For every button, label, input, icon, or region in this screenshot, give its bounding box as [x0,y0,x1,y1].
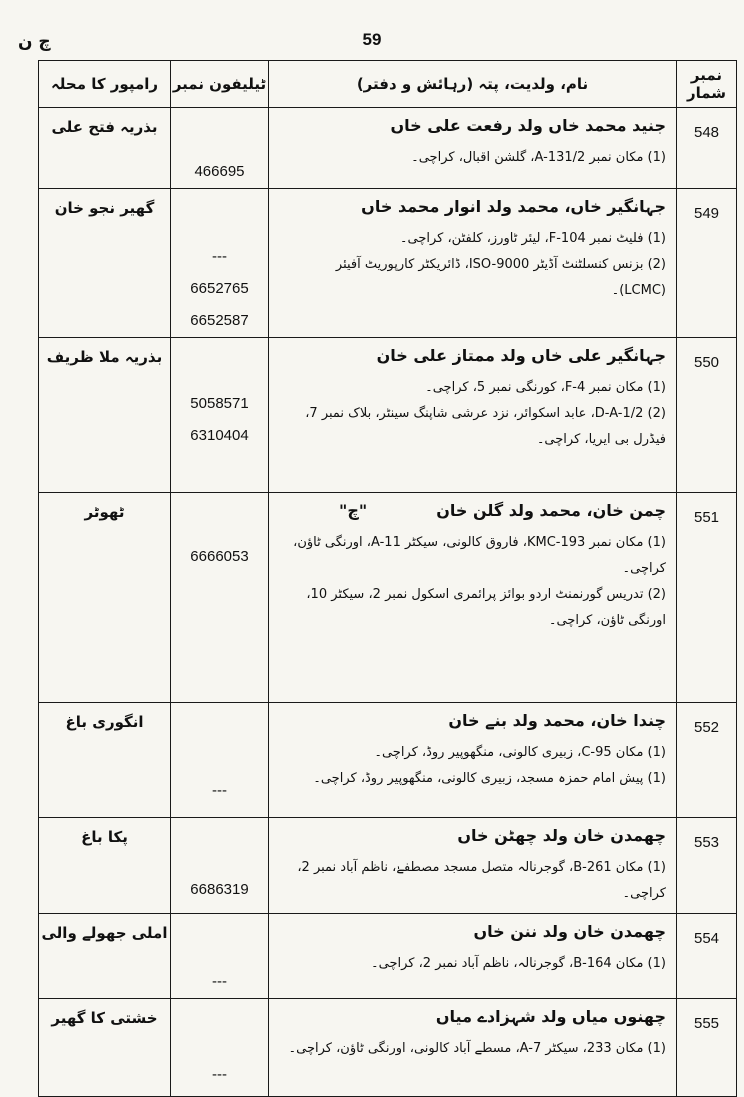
entry-name: جنید محمد خاں ولد رفعت علی خاں [390,116,666,135]
address-line: فیڈرل بی ایریا، کراچی۔ [536,432,666,447]
table-row [39,189,737,338]
serial-cell: 552 [677,703,737,818]
entry-cell [269,818,677,914]
mohalla-cell: گھیر نجو خان [39,189,171,338]
serial-cell: 553 [677,818,737,914]
address-line: (1) مکان 233، سیکٹر A-7، مسطے آباد کالونی، اورنگی ٹاؤن، کراچی۔ [288,1041,666,1056]
entry-cell [269,338,677,493]
table-row [39,703,737,818]
phone-number: 6686319 [190,881,249,898]
phone-number: --- [212,1066,227,1083]
section-label: چ ن [18,32,51,52]
mohalla-cell: انگوری باغ [39,703,171,818]
mohalla-cell: پکا باغ [39,818,171,914]
phone-cell [171,999,269,1097]
phone-number: --- [212,973,227,990]
entry-cell [269,999,677,1097]
phone-cell [171,914,269,999]
entry-name: چھمدن خان ولد چھٹن خاں [457,826,666,845]
serial-cell: 551 [677,493,737,703]
address-line: (2) بزنس کنسلٹنٹ آڈیٹر ISO-9000، ڈائریکٹر کارپوریٹ آفیئر [335,257,666,272]
phone-cell [171,818,269,914]
address-line: (1) پیش امام حمزہ مسجد، زبیری کالونی، منگھوپیر روڈ، کراچی۔ [313,771,666,786]
address-line: (1) مکان B-261، گوجرنالہ متصل مسجد مصطفےٰ، ناظم آباد نمبر 2، کراچی۔ [297,860,666,901]
serial-cell: 548 [677,108,737,189]
address-line: (2) D-A-1/2، عابد اسکوائر، نزد عرشی شاپنگ سینٹر، بلاک نمبر 7، [305,406,666,421]
entry-cell [269,493,677,703]
address-line: کراچی۔ [622,561,666,576]
table-row [39,338,737,493]
table-row [39,999,737,1097]
phone-number: 6666053 [190,548,249,565]
phone-cell [171,493,269,703]
mohalla-cell: بذریہ ملا ظریف [39,338,171,493]
entry-name: جہانگیر علی خاں ولد ممتاز علی خان [376,346,666,365]
serial-cell: 550 [677,338,737,493]
table-row [39,914,737,999]
address-line: (1) مکان نمبر KMC-193، فاروق کالونی، سیکٹر A-11، اورنگی ٹاؤن، [293,535,666,550]
phone-number: --- [212,248,227,265]
entry-mark: "چ" [339,501,368,520]
serial-cell: 554 [677,914,737,999]
address-line: (LCMC)۔ [611,283,666,298]
phone-number: 466695 [194,163,245,180]
header-mohalla: رامپور کا محلہ [39,61,171,108]
phone-cell [171,108,269,189]
table-row [39,493,737,703]
mohalla-cell: بذریہ فتح علی [39,108,171,189]
table-row [39,818,737,914]
entry-name: چھنوں میاں ولد شہزادے میاں [435,1007,666,1026]
entry-name: جہانگیر خاں، محمد ولد انوار محمد خاں [361,197,666,216]
page-number: 59 [362,30,382,49]
entry-cell [269,189,677,338]
phone-number: 6652765 [190,280,249,297]
header-row [39,61,737,108]
header-serial: نمبر شمار [677,61,737,108]
mohalla-cell: املی جھولے والی [39,914,171,999]
address-line: (2) تدریس گورنمنٹ اردو بوائز پرائمری اسکول نمبر 2، سیکٹر 10، [306,587,666,602]
header-phone: ٹیلیفون نمبر [171,61,269,108]
header-name: نام، ولدیت، پتہ (رہائش و دفتر) [269,61,677,108]
address-line: (1) مکان نمبر F-4، کورنگی نمبر 5، کراچی۔ [425,380,666,395]
directory-table [38,60,737,1097]
entry-cell [269,914,677,999]
entry-cell [269,108,677,189]
address-line: (1) مکان نمبر A-131/2، گلشن اقبال، کراچی۔ [411,150,666,165]
entry-name: چھمدن خان ولد ننن خاں [473,922,666,941]
entry-name: چندا خان، محمد ولد بنے خان [448,711,666,730]
serial-cell: 555 [677,999,737,1097]
address-line: (1) مکان C-95، زبیری کالونی، منگھوپیر روڈ، کراچی۔ [374,745,666,760]
address-line: (1) فلیٹ نمبر F-104، لیئر ٹاورز، کلفٹن، کراچی۔ [399,231,666,246]
serial-cell: 549 [677,189,737,338]
entry-name: چمن خان، محمد ولد گلن خان [436,501,666,520]
table-row [39,108,737,189]
phone-number: 5058571 [190,395,249,412]
mohalla-cell: ٹھوٹر [39,493,171,703]
mohalla-cell: خشتی کا گھیر [39,999,171,1097]
address-line: (1) مکان B-164، گوجرنالہ، ناظم آباد نمبر 2، کراچی۔ [371,956,666,971]
phone-number: 6652587 [190,312,249,329]
phone-cell [171,703,269,818]
phone-cell [171,338,269,493]
phone-number: 6310404 [190,427,249,444]
phone-number: --- [212,782,227,799]
phone-cell [171,189,269,338]
entry-cell [269,703,677,818]
address-line: اورنگی ٹاؤن، کراچی۔ [548,613,666,628]
